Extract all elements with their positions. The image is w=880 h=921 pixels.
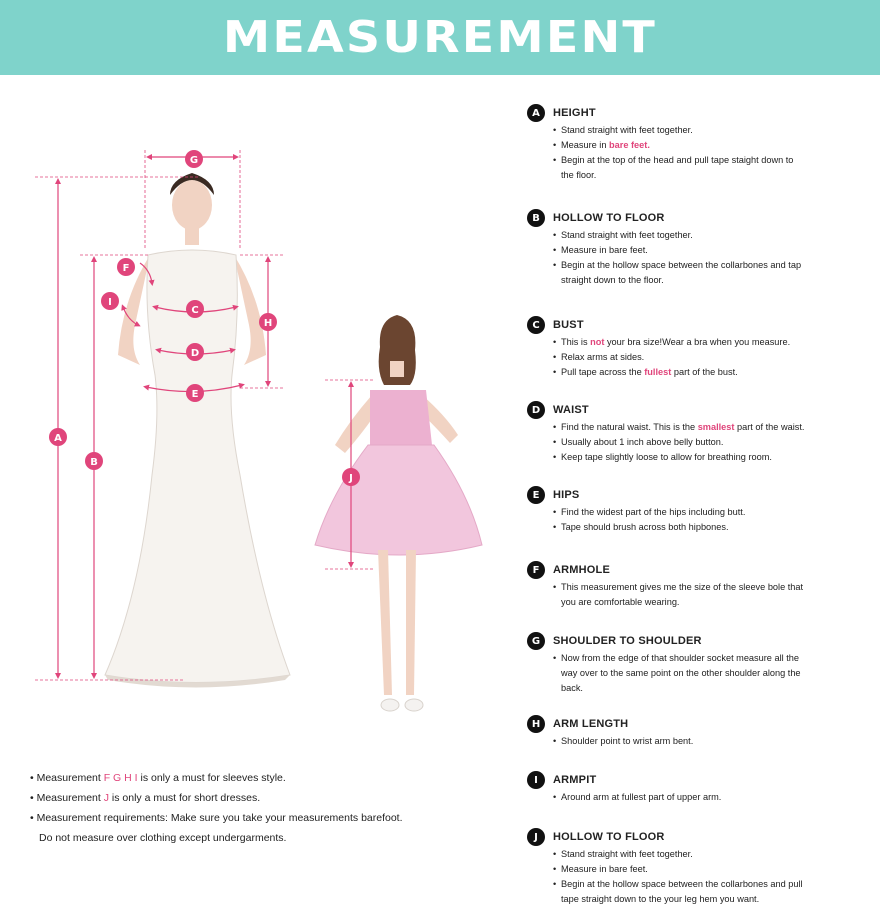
- bullet: • Find the widest part of the hips including butt.: [553, 505, 872, 520]
- bullet: • Keep tape slightly loose to allow for breathing room.: [553, 450, 872, 465]
- step-armpit: [527, 771, 872, 805]
- step-title: ARMPIT: [553, 774, 597, 786]
- step-armhole: [527, 561, 872, 610]
- badge-f-icon: F: [527, 561, 545, 579]
- measurement-figures: [0, 75, 510, 755]
- bride-figure: [105, 173, 290, 688]
- bullet: • Now from the edge of that shoulder socket measure all the: [553, 651, 872, 666]
- badge-i-icon: I: [527, 771, 545, 789]
- bullet: • Pull tape across the fullest part of the bust.: [553, 365, 872, 380]
- step-title: BUST: [553, 319, 584, 331]
- note-sleeves: • Measurement F G H I is only a must for sleeves style.: [30, 772, 286, 784]
- label-g: G: [189, 155, 199, 166]
- bullet: • This measurement gives me the size of the sleeve bole that: [553, 580, 872, 595]
- bullet: • Stand straight with feet together.: [553, 847, 872, 862]
- badge-a-icon: A: [527, 104, 545, 122]
- label-c: C: [191, 305, 199, 316]
- step-height: [527, 104, 872, 183]
- step-title: WAIST: [553, 404, 589, 416]
- bullet: • Begin at the hollow space between the collarbones and pull: [553, 877, 872, 892]
- bullet-cont: straight down to the floor.: [561, 275, 664, 285]
- badge-b-icon: B: [527, 209, 545, 227]
- note-short-dresses: • Measurement J is only a must for short dresses.: [30, 792, 261, 804]
- girl-figure: [315, 315, 482, 711]
- step-hollow-to-floor-j: [527, 828, 872, 907]
- bullet: • Tape should brush across both hipbones.: [553, 520, 872, 535]
- step-title: HOLLOW TO FLOOR: [553, 831, 665, 843]
- bullet: • Find the natural waist. This is the smallest part of the waist.: [553, 420, 872, 435]
- banner: [0, 0, 880, 75]
- badge-g-icon: G: [527, 632, 545, 650]
- step-title: HOLLOW TO FLOOR: [553, 212, 665, 224]
- note-requirements: • Measurement requirements: Make sure you take your measurements barefoot.: [30, 812, 403, 824]
- step-title: HIPS: [553, 489, 580, 501]
- bullet: • Measure in bare feet.: [553, 138, 872, 153]
- label-e: E: [191, 389, 199, 400]
- step-hollow-to-floor: [527, 209, 872, 288]
- bullet: • Usually about 1 inch above belly button.: [553, 435, 872, 450]
- bullet: • Relax arms at sides.: [553, 350, 872, 365]
- step-bust: [527, 316, 872, 380]
- label-h: H: [263, 318, 273, 329]
- bullet: • Shoulder point to wrist arm bent.: [553, 734, 872, 749]
- notes: [30, 768, 500, 848]
- badge-j-icon: J: [527, 828, 545, 846]
- step-hips: [527, 486, 872, 535]
- badge-c-icon: C: [527, 316, 545, 334]
- bullet-cont: you are comfortable wearing.: [561, 597, 680, 607]
- label-i: I: [108, 297, 112, 308]
- step-waist: [527, 401, 872, 465]
- step-title: HEIGHT: [553, 107, 596, 119]
- step-arm-length: [527, 715, 872, 749]
- badge-e-icon: E: [527, 486, 545, 504]
- label-j: J: [349, 473, 353, 484]
- bullet-cont: the floor.: [561, 170, 597, 180]
- bullet: • Measure in bare feet.: [553, 862, 872, 877]
- label-d: D: [190, 348, 200, 359]
- step-title: ARM LENGTH: [553, 718, 629, 730]
- bullet: • Begin at the top of the head and pull tape staight down to: [553, 153, 872, 168]
- figures-illustration: [0, 75, 510, 755]
- bullet: • Stand straight with feet together.: [553, 228, 872, 243]
- step-shoulder-to-shoulder: [527, 632, 872, 696]
- badge-h-icon: H: [527, 715, 545, 733]
- bullet-cont: tape straight down to the your leg hem you want.: [561, 894, 760, 904]
- bullet: • Measure in bare feet.: [553, 243, 872, 258]
- bullet-cont: back.: [561, 683, 583, 693]
- step-title: ARMHOLE: [553, 564, 611, 576]
- bullet: • Stand straight with feet together.: [553, 123, 872, 138]
- label-b: B: [90, 457, 98, 468]
- bullet: • Begin at the hollow space between the collarbones and tap: [553, 258, 872, 273]
- banner-title: MEASUREMENT: [222, 12, 658, 63]
- bullet: • This is not your bra size!Wear a bra when you measure.: [553, 335, 872, 350]
- bullet: • Around arm at fullest part of upper arm.: [553, 790, 872, 805]
- note-requirements-cont: Do not measure over clothing except undergarments.: [39, 832, 287, 844]
- label-f: F: [122, 263, 130, 274]
- badge-d-icon: D: [527, 401, 545, 419]
- step-title: SHOULDER TO SHOULDER: [553, 635, 702, 647]
- bullet-cont: way over to the same point on the other shoulder along the: [561, 668, 801, 678]
- label-a: A: [54, 433, 62, 444]
